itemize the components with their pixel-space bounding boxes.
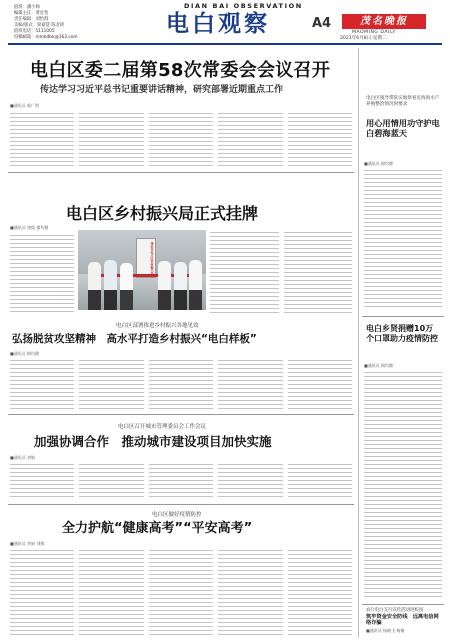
city-byline: ■通讯员 刘敏 — [10, 455, 36, 460]
lead-col-2 — [79, 111, 143, 167]
vsub-col-5 — [288, 358, 352, 410]
city-body — [10, 462, 352, 500]
person-1 — [88, 262, 101, 310]
staff-email: 投稿邮箱：mmbdbk@163.com — [14, 35, 78, 40]
staff-designer: 美编/版式：梁嘉慧 陈龙妍 — [14, 23, 65, 28]
staff-phone: 值班电话：5111005 — [14, 29, 55, 34]
plaque-text: 茂名市电白区乡村振兴局 — [150, 241, 154, 275]
vsub-col-2 — [79, 358, 143, 410]
donation-byline: ■通讯员 揭均健 — [364, 363, 394, 368]
city-kicker: 电白区召开城市管理委员会工作会议 — [118, 424, 207, 430]
city-col-2 — [79, 462, 143, 500]
safety-kicker: 农行电白支行宣传活动进校园 — [366, 608, 424, 613]
exam-col-4 — [218, 548, 282, 636]
lead-col-1 — [10, 111, 74, 167]
masthead-rule — [8, 43, 442, 45]
lead-col-3 — [149, 111, 213, 167]
plaque — [136, 238, 156, 278]
masthead — [0, 0, 450, 44]
village-headline: 电白区乡村振兴局正式挂牌 — [66, 204, 259, 223]
village-right-col-1 — [210, 230, 279, 314]
city-divider — [8, 504, 354, 505]
safety-block — [362, 608, 444, 640]
staff-chief-editor: 编辑主任：黄宜怡 — [14, 11, 49, 16]
city-col-5 — [288, 462, 352, 500]
person-3 — [120, 263, 133, 310]
person-4 — [158, 261, 171, 310]
village-text-right — [210, 230, 352, 314]
section-title: 电白观察 — [166, 11, 270, 37]
masthead-english-title: DIAN BAI OBSERVATION — [184, 2, 303, 10]
village-sub-byline: ■通讯员 揭均健 — [10, 351, 40, 356]
village-right-col-2 — [284, 230, 353, 314]
lead-byline: ■通讯员 陈广明 — [10, 103, 40, 108]
sidebar-divider-1 — [362, 316, 444, 317]
city-col-1 — [10, 462, 74, 500]
paper-logo — [342, 14, 426, 29]
donation-headline: 电白乡贤捐赠10万个口罩助力疫情防控 — [366, 324, 438, 343]
village-text-right-cols — [210, 230, 352, 314]
safety-headline: 筑牢资金安全防线 远离电信网络诈骗 — [366, 614, 439, 626]
exam-kicker: 电白区做好疫情防控 — [152, 512, 202, 518]
city-col-4 — [218, 462, 282, 500]
lead-subheadline: 传达学习习近平总书记重要讲话精神，研究部署近期重点工作 — [40, 85, 284, 95]
exam-col-1 — [10, 548, 74, 636]
vsub-col-4 — [218, 358, 282, 410]
lead-col-5 — [288, 111, 352, 167]
city-col-3 — [149, 462, 213, 500]
sidebar-divider-2 — [362, 604, 444, 605]
donation-body — [364, 370, 442, 598]
sidebar-top-kicker: 电白区领导带队实地察看近海海水产养殖整治情况时要求 — [366, 96, 440, 107]
exam-col-2 — [79, 548, 143, 636]
vsub-col-1 — [10, 358, 74, 410]
paper-name: 茂名晚报 — [360, 16, 408, 27]
sidebar-top — [362, 96, 444, 156]
donation-body-lines — [364, 370, 442, 598]
vsub-col-3 — [149, 358, 213, 410]
staff-editor: 责任编辑：刘怡群 — [14, 17, 49, 22]
donation-block — [362, 324, 444, 364]
lead-col-4 — [218, 111, 282, 167]
village-text-left — [10, 233, 74, 313]
village-divider — [8, 414, 354, 415]
sidebar-top-headline: 用心用情用功守护电白碧海蓝天 — [366, 118, 440, 138]
lead-body — [10, 111, 352, 167]
sidebar-top-byline: ■通讯员 揭均健 — [364, 161, 394, 166]
page-code: A4 — [312, 16, 332, 31]
village-text-left-lines — [10, 233, 74, 313]
sidebar-top-body — [364, 168, 442, 308]
issue-date: 2021年6月8日 星期二 — [340, 36, 387, 41]
exam-headline: 全力护航“健康高考”“平安高考” — [62, 521, 253, 536]
exam-col-5 — [288, 548, 352, 636]
right-column-divider — [358, 48, 359, 638]
person-2 — [104, 260, 117, 310]
exam-byline: ■通讯员 李娟 刘敏 — [10, 541, 45, 546]
sidebar-top-body-lines — [364, 168, 442, 308]
safety-byline: ■通讯员 杨晓飞 杨楠 — [366, 628, 405, 633]
lead-divider — [8, 172, 354, 173]
lead-headline: 电白区委二届第58次常委会会议召开 — [30, 60, 331, 81]
village-kicker: 电白区部署推进乡村振兴各地见效 — [116, 323, 199, 329]
person-6 — [189, 260, 202, 310]
village-photo — [78, 230, 206, 310]
paper-english: MAOMING DAILY — [352, 30, 396, 35]
staff-duty: 值班：潘小帅 — [14, 5, 40, 10]
exam-col-3 — [149, 548, 213, 636]
village-byline: ■通讯员 唐俊 揭均健 — [10, 225, 49, 230]
city-headline: 加强协调合作 推动城市建设项目加快实施 — [34, 434, 272, 449]
village-sub-body — [10, 358, 352, 410]
person-5 — [174, 262, 187, 310]
village-subheadline: 弘扬脱贫攻坚精神 高水平打造乡村振兴“电白样板” — [12, 333, 257, 345]
exam-body — [10, 548, 352, 636]
